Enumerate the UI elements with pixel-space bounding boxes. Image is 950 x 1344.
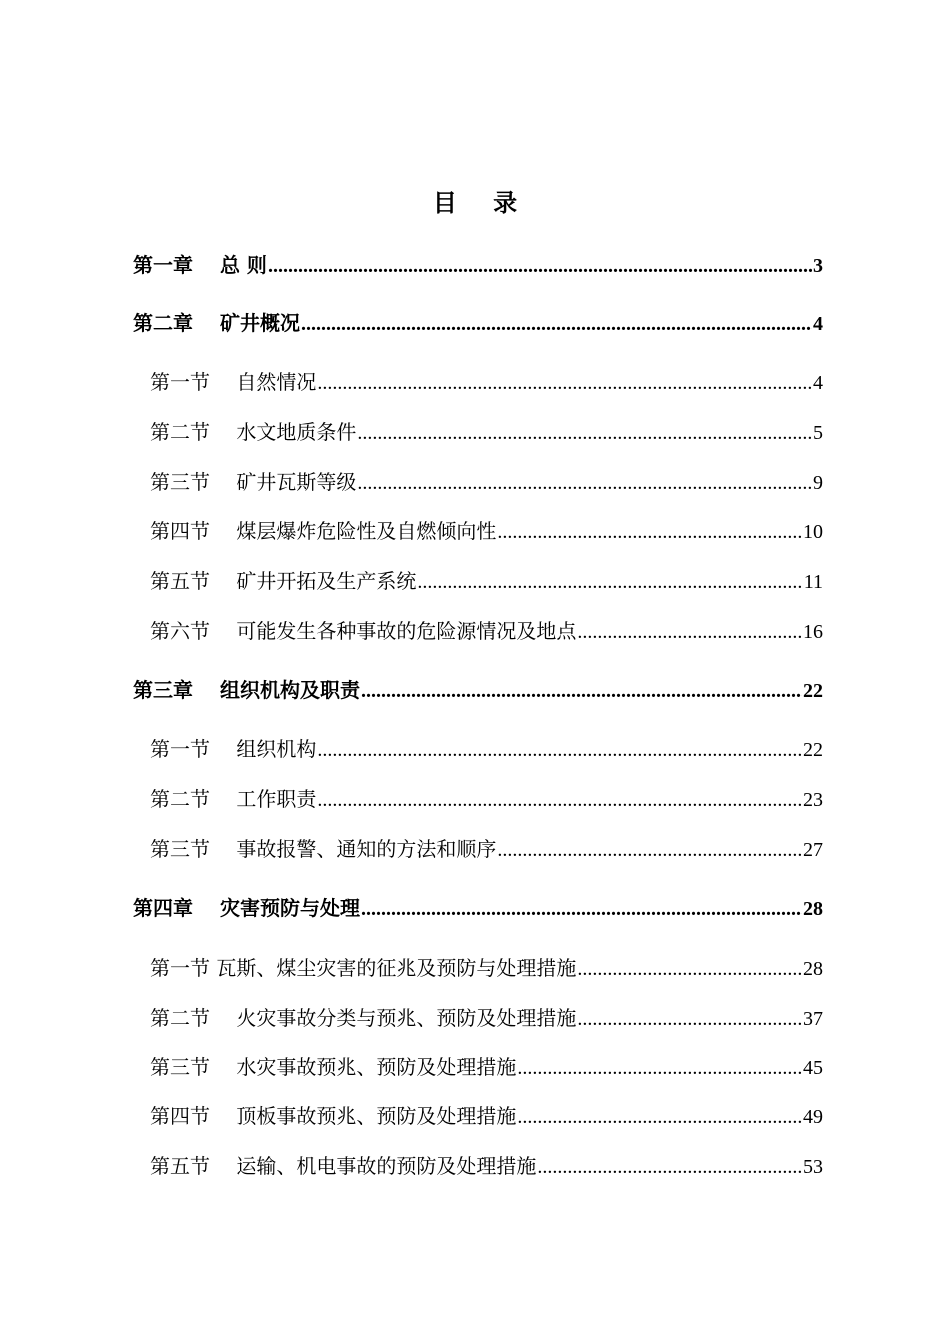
toc-entry-label: 第四节 煤层爆炸危险性及自燃倾向性 <box>150 519 497 543</box>
toc-entry-section-4-4[interactable] <box>150 1101 823 1132</box>
toc-entry-section-4-2[interactable] <box>150 1003 823 1034</box>
dot-leader <box>497 835 802 865</box>
toc-entry-section-2-3[interactable] <box>150 467 823 498</box>
toc-entry-page: 10 <box>803 521 823 543</box>
toc-entry-section-2-1[interactable] <box>150 367 823 398</box>
toc-entry-section-4-3[interactable] <box>150 1052 823 1083</box>
toc-entry-page: 4 <box>813 313 823 335</box>
toc-entry-label: 第二节 工作职责 <box>150 787 317 811</box>
toc-entry-page: 9 <box>813 472 823 494</box>
toc-entry-page: 22 <box>803 680 823 702</box>
toc-entry-page: 27 <box>803 839 823 861</box>
toc-entry-chapter-3[interactable] <box>133 675 823 706</box>
toc-entry-section-2-4[interactable] <box>150 516 823 547</box>
toc-entry-label: 第四章 灾害预防与处理 <box>133 896 360 920</box>
toc-entry-label: 第三节 水灾事故预兆、预防及处理措施 <box>150 1055 517 1079</box>
dot-leader <box>361 676 802 706</box>
toc-entry-section-2-5[interactable] <box>150 566 823 597</box>
toc-entry-page: 22 <box>803 739 823 761</box>
toc-entry-section-2-2[interactable] <box>150 417 823 448</box>
toc-entry-label: 第五节 运输、机电事故的预防及处理措施 <box>150 1154 537 1178</box>
toc-entry-label: 第四节 顶板事故预兆、预防及处理措施 <box>150 1104 517 1128</box>
toc-entry-chapter-2[interactable] <box>133 308 823 339</box>
toc-entry-page: 16 <box>803 621 823 643</box>
toc-entry-chapter-1[interactable] <box>133 250 823 281</box>
toc-entry-page: 37 <box>803 1008 823 1030</box>
toc-entry-label: 第二节 水文地质条件 <box>150 420 357 444</box>
dot-leader <box>577 1004 802 1034</box>
toc-entry-section-3-2[interactable] <box>150 784 823 815</box>
toc-entry-label: 第一章 总 则 <box>133 253 267 277</box>
toc-entry-label: 第二章 矿井概况 <box>133 311 300 335</box>
toc-entry-label: 第五节 矿井开拓及生产系统 <box>150 569 417 593</box>
dot-leader <box>317 735 802 765</box>
dot-leader <box>268 251 812 281</box>
toc-entry-section-3-3[interactable] <box>150 834 823 865</box>
dot-leader <box>517 1102 802 1132</box>
dot-leader <box>497 517 802 547</box>
toc-entry-label: 第一节 组织机构 <box>150 737 317 761</box>
toc-entry-label: 第三章 组织机构及职责 <box>133 678 360 702</box>
toc-entry-page: 11 <box>803 571 823 593</box>
toc-entry-label: 第三节 事故报警、通知的方法和顺序 <box>150 837 497 861</box>
dot-leader <box>301 309 812 339</box>
toc-entry-label: 第六节 可能发生各种事故的危险源情况及地点 <box>150 619 577 643</box>
dot-leader <box>417 567 802 597</box>
toc-entry-label: 第二节 火灾事故分类与预兆、预防及处理措施 <box>150 1006 577 1030</box>
toc-entry-page: 5 <box>813 422 823 444</box>
dot-leader <box>577 954 802 984</box>
toc-entry-page: 49 <box>803 1106 823 1128</box>
toc-entry-section-2-6[interactable] <box>150 616 823 647</box>
toc-entry-page: 4 <box>813 372 823 394</box>
dot-leader <box>517 1053 802 1083</box>
toc-entry-page: 45 <box>803 1057 823 1079</box>
dot-leader <box>317 368 812 398</box>
dot-leader <box>577 617 802 647</box>
dot-leader <box>537 1152 802 1182</box>
dot-leader <box>357 418 812 448</box>
toc-entry-section-3-1[interactable] <box>150 734 823 765</box>
toc-entry-section-4-5[interactable] <box>150 1151 823 1182</box>
toc-entry-label: 第一节 自然情况 <box>150 370 317 394</box>
toc-entry-label: 第一节 瓦斯、煤尘灾害的征兆及预防与处理措施 <box>150 956 577 980</box>
dot-leader <box>357 468 812 498</box>
dot-leader <box>361 894 802 924</box>
toc-entry-page: 28 <box>803 958 823 980</box>
toc-entry-page: 3 <box>813 255 823 277</box>
dot-leader <box>317 785 802 815</box>
toc-entry-label: 第三节 矿井瓦斯等级 <box>150 470 357 494</box>
toc-title: 目 录 <box>432 188 532 217</box>
toc-entry-chapter-4[interactable] <box>133 893 823 924</box>
toc-entry-page: 28 <box>803 898 823 920</box>
toc-entry-page: 53 <box>803 1156 823 1178</box>
toc-entry-page: 23 <box>803 789 823 811</box>
toc-entry-section-4-1[interactable] <box>150 953 823 984</box>
